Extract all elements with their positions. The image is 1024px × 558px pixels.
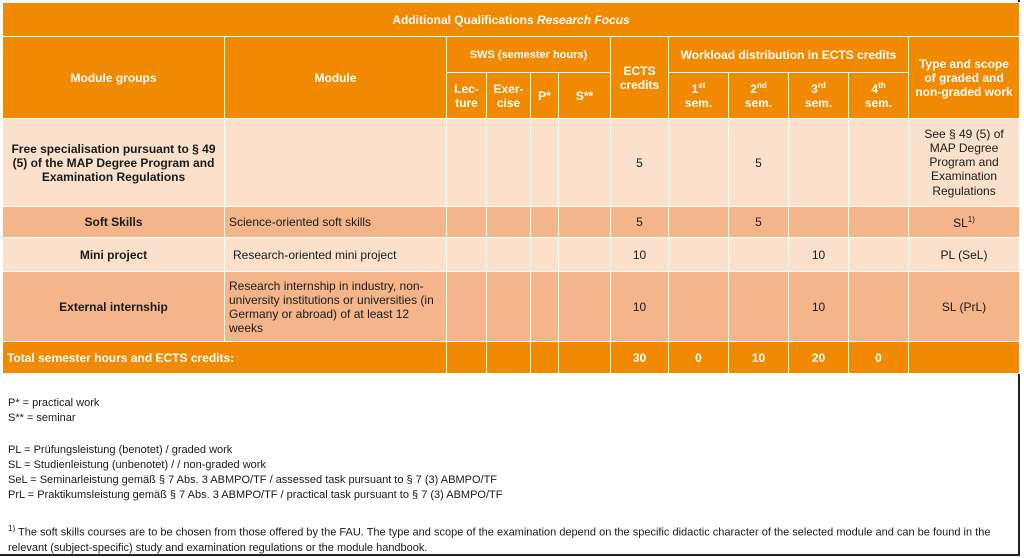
header-ects: ECTS credits — [611, 37, 669, 119]
legend-sel: SeL = Seminarleistung gemäß § 7 Abs. 3 ABMPO/TF / assessed task pursuant to § 7 (3) ABMPO/TF — [8, 474, 498, 486]
header-sem2: 2nd sem. — [729, 73, 789, 119]
row-seminar — [559, 238, 611, 272]
row-sem2: 5 — [729, 207, 789, 238]
row-exercise — [487, 119, 531, 207]
table-title: Additional Qualifications Research Focus — [3, 3, 1020, 37]
row-lecture — [447, 119, 487, 207]
header-module: Module — [225, 37, 447, 119]
footnote-text: The soft skills courses are to be chosen from those offered by the FAU. The type and scope of the examination depend on the specific didactic character of the selected module and can be found in the relevant (subject-specific) study and examination regulations or the module handbook. — [8, 526, 991, 554]
row-sem1 — [669, 119, 729, 207]
row-exercise — [487, 238, 531, 272]
row-sem4 — [849, 119, 909, 207]
row-seminar — [559, 272, 611, 342]
row-lecture — [447, 272, 487, 342]
row-group: External internship — [3, 272, 225, 342]
row-exercise — [487, 272, 531, 342]
row-group: Mini project — [3, 238, 225, 272]
header-seminar: S** — [559, 73, 611, 119]
legend-prl: PrL = Praktikumsleistung gemäß § 7 Abs. 3 ABMPO/TF / practical task pursuant to § 7 (3) ABMPO/TF — [8, 489, 503, 501]
row-group: Soft Skills — [3, 207, 225, 238]
total-type — [909, 342, 1020, 374]
row-type: PL (SeL) — [909, 238, 1020, 272]
row-sem2 — [729, 238, 789, 272]
row-module: Research internship in industry, non-university institutions or universities (in Germany or abroad) of at least 12 weeks — [225, 272, 447, 342]
row-sem3: 10 — [789, 272, 849, 342]
table-row — [3, 272, 1020, 342]
footnote-marker: 1) — [8, 524, 16, 533]
total-sem3: 20 — [789, 342, 849, 374]
row-sem4 — [849, 207, 909, 238]
title-row — [3, 3, 1020, 37]
row-sem2 — [729, 272, 789, 342]
total-sem1: 0 — [669, 342, 729, 374]
header-module-groups: Module groups — [3, 37, 225, 119]
row-practical — [531, 207, 559, 238]
row-sem3 — [789, 119, 849, 207]
table-row — [3, 119, 1020, 207]
header-sem4: 4th sem. — [849, 73, 909, 119]
row-type: SL$^{1)}$ — [909, 207, 1020, 238]
row-sem4 — [849, 238, 909, 272]
header-sem3: 3rd sem. — [789, 73, 849, 119]
legend-abbrev-1 — [8, 396, 99, 426]
header-lecture: Lec-ture — [447, 73, 487, 119]
row-module: Science-oriented soft skills — [225, 207, 447, 238]
row-sem2: 5 — [729, 119, 789, 207]
total-exercise — [487, 342, 531, 374]
row-seminar — [559, 207, 611, 238]
legend-pl: PL = Prüfungsleistung (benotet) / graded work — [8, 444, 233, 456]
row-type: SL (PrL) — [909, 272, 1020, 342]
total-seminar — [559, 342, 611, 374]
row-lecture — [447, 207, 487, 238]
header-type-scope: Type and scope of graded and non-graded work — [909, 37, 1020, 119]
total-sem2: 10 — [729, 342, 789, 374]
row-practical — [531, 272, 559, 342]
row-ects: 5 — [611, 207, 669, 238]
row-exercise — [487, 207, 531, 238]
table-row — [3, 207, 1020, 238]
row-sem4 — [849, 272, 909, 342]
total-lecture — [447, 342, 487, 374]
header-practical: P* — [531, 73, 559, 119]
header-sem1: 1st sem. — [669, 73, 729, 119]
row-module: Research-oriented mini project — [225, 238, 447, 272]
row-ects: 5 — [611, 119, 669, 207]
row-practical — [531, 238, 559, 272]
row-ects: 10 — [611, 238, 669, 272]
row-lecture — [447, 238, 487, 272]
total-label: Total semester hours and ECTS credits: — [3, 342, 447, 374]
row-group: Free specialisation pursuant to § 49 (5) of the MAP Degree Program and Examination Regulations — [3, 119, 225, 207]
legend-sl: SL = Studienleistung (unbenotet) / / non-graded work — [8, 459, 266, 471]
row-type: See § 49 (5) of MAP Degree Program and Examination Regulations — [909, 119, 1020, 207]
row-sem1 — [669, 207, 729, 238]
row-ects: 10 — [611, 272, 669, 342]
row-module — [225, 119, 447, 207]
row-practical — [531, 119, 559, 207]
header-sws: SWS (semester hours) — [447, 37, 611, 73]
qualifications-table — [2, 2, 1020, 374]
legend-seminar: S** = seminar — [8, 412, 76, 424]
footnote — [8, 521, 1013, 556]
row-sem1 — [669, 272, 729, 342]
header-exercise: Exer-cise — [487, 73, 531, 119]
legend-practical: P* = practical work — [8, 397, 100, 409]
row-seminar — [559, 119, 611, 207]
row-sem3 — [789, 207, 849, 238]
total-ects: 30 — [611, 342, 669, 374]
header-workload: Workload distribution in ECTS credits — [669, 37, 909, 73]
header-row-1 — [3, 37, 1020, 73]
total-row — [3, 342, 1020, 374]
table-row — [3, 238, 1020, 272]
row-sem1 — [669, 238, 729, 272]
row-sem3: 10 — [789, 238, 849, 272]
total-practical — [531, 342, 559, 374]
legend-abbrev-2 — [8, 443, 502, 503]
total-sem4: 0 — [849, 342, 909, 374]
